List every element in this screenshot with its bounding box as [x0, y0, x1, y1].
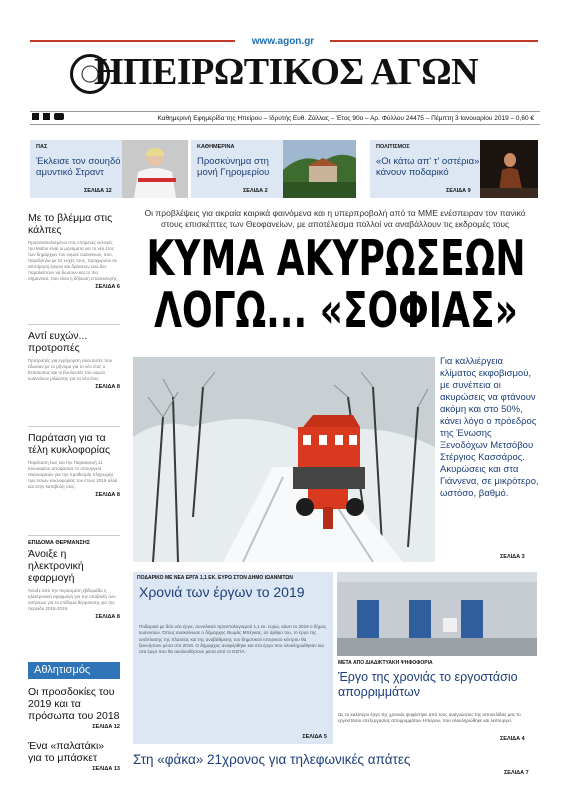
- site-url[interactable]: www.agon.gr: [251, 36, 315, 47]
- sidebar-page: ΣΕΛΙΔΑ 8: [95, 614, 120, 620]
- sports-headline: Οι προσδοκίες του 2019 και τα πρόσωπα του 2018: [28, 686, 120, 722]
- main-headline-line-1[interactable]: ΚΥΜΑ ΑΚΥΡΩΣΕΩΝ: [146, 231, 526, 287]
- main-side-text: Για καλλιέργεια κλίματος εκφοβισμού, με συνέπεια οι ακυρώσεις να φτάνουν ακόμη και στο 50%, κάνει λόγο ο πρόεδρος της Ένωσης Ξενοδόχων Μετσόβου Στέργιος Κασσάρος. Ακυρώσεις και στα Γιάννενα, σε μικρότερο, ωστόσο, βαθμό.: [440, 356, 539, 499]
- sidebar-divider: [28, 324, 120, 325]
- teaser-category: ΠΑΣ: [36, 144, 48, 150]
- teaser-page: ΣΕΛΙΔΑ 12: [84, 188, 112, 194]
- teaser-page: ΣΕΛΙΔΑ 9: [446, 188, 471, 194]
- projects-page: ΣΕΛΙΔΑ 5: [302, 734, 327, 740]
- teaser-category: ΠΟΛΙΤΙΣΜΟΣ: [376, 144, 410, 150]
- main-headline-line-2[interactable]: ΛΟΓΩ... «ΣΟΦΙΑΣ»: [154, 283, 518, 339]
- sports-page: ΣΕΛΙΔΑ 13: [92, 766, 120, 772]
- sidebar-body: Προτροπές για εγρήγορση είναι αυτές που έδωσαν με το μήνυμα για το νέο έτος ο Επίσκοπος και οι βουλευτές του νομού Ιωαννίνων μιλώντας για τα νέα έτος.: [28, 358, 113, 381]
- sidebar-divider: [28, 535, 120, 536]
- sidebar-page: ΣΕΛΙΔΑ 8: [95, 384, 120, 390]
- sidebar-page: ΣΕΛΙΔΑ 6: [95, 284, 120, 290]
- factory-page: ΣΕΛΙΔΑ 4: [500, 736, 525, 742]
- teaser-monastery-photo: [283, 140, 356, 198]
- teaser-football-player-photo: [122, 140, 188, 198]
- teaser-politismos[interactable]: [370, 140, 480, 198]
- lead-paragraph: Οι προβλέψεις για ακραία καιρικά φαινόμενα και η υπερπροβολή από τα ΜΜΕ ενέσπειραν τον πανικό στους επισκέπτες των Θεοφανείων, με αποτέλεσμα πολλοί να αναβάλλουν τις εκδρομές τους: [144, 208, 526, 229]
- teaser-page: ΣΕΛΙΔΑ 2: [243, 188, 268, 194]
- sports-item-basketball[interactable]: [28, 740, 120, 772]
- sidebar-headline: Με το βλέμμα στις κάλπες: [28, 212, 113, 236]
- social-icons[interactable]: [32, 113, 64, 122]
- youtube-icon[interactable]: [54, 113, 64, 120]
- teaser-text: Έκλεισε τον σουηδό αμυντικό Στραντ: [36, 156, 121, 178]
- main-page-ref: ΣΕΛΙΔΑ 3: [500, 554, 525, 560]
- sidebar-page: ΣΕΛΙΔΑ 8: [95, 492, 120, 498]
- factory-body: Ως το καλύτερο έργο της χρονιάς ψηφίστηκε από τους αναγνώστες της ιστοσελίδας μας το εργοστάσιο επεξεργασίας απορριμμάτων Ηπείρου, που ολοκληρώθηκε και λειτουργεί.: [338, 712, 521, 724]
- issue-info-bar: [30, 111, 540, 125]
- sidebar-headline: Άνοιξε η ηλεκτρονική εφαρμογή: [28, 548, 84, 584]
- newspaper-title: ΗΠΕΙΡΩΤΙΚΟΣ ΑΓΩΝ: [93, 51, 479, 93]
- sports-page: ΣΕΛΙΔΑ 12: [92, 724, 120, 730]
- sidebar-kicker: ΕΠΙΔΟΜΑ ΘΕΡΜΑΝΣΗΣ: [28, 540, 91, 546]
- facebook-icon[interactable]: [32, 113, 39, 120]
- sports-headline: Ένα «παλατάκι» για το μπάσκετ: [28, 740, 105, 764]
- sidebar-headline: Αντί ευχών... προτροπές: [28, 330, 88, 354]
- issue-info: Καθημερινή Εφημερίδα της Ηπείρου – Ιδρυτής Ευθ. Ζάλλας – Έτος 90ο – Αρ. Φύλλου 24475 – Πέμπτη 3 Ιανουαρίου 2019 – 0,60 €: [157, 114, 534, 122]
- sidebar-divider: [28, 426, 120, 427]
- sidebar-body: Προσανατολισμένοι στις επόμενες εκλογές του Μαΐου είναι οι μηνύματα για το νέο έτος των δημάρχων του νομού Ιωαννίνων, που, παράλληλα με τις ευχές τους, προχωρούν σε αποτίμηση έργων και δράσεων ενώ δεν παραλείπουν να δώσουν και το πιο σημαντικό, που είναι η δήλωση επανεκλογής.: [28, 240, 119, 281]
- bottom-page: ΣΕΛΙΔΑ 7: [504, 770, 529, 776]
- sports-section-label[interactable]: [28, 662, 120, 679]
- sports-item-expectations[interactable]: [28, 686, 120, 730]
- sidebar-item-elections[interactable]: [28, 212, 120, 290]
- snowplow-photo: [133, 357, 435, 562]
- top-rule-right: [330, 40, 538, 42]
- sidebar-body: Παράταση έως και την Παρασκευή 11 Ιανουαρίου αποφάσισε το υπουργείο Οικονομικών για την προθεσμία πληρωμής των τελών κυκλοφορίας του έτους 2019 αλλά και στην καταβολή τους.: [28, 460, 118, 489]
- sports-label: Αθλητισμός: [34, 664, 91, 676]
- factory-photo: [337, 572, 537, 656]
- teaser-text: Προσκύνημα στη μονή Γηρομερίου: [197, 156, 270, 178]
- sidebar-headline: Παράταση για τα τέλη κυκλοφορίας: [28, 432, 111, 456]
- twitter-icon[interactable]: [43, 113, 50, 120]
- sidebar-item-road-tax[interactable]: [28, 432, 120, 498]
- teaser-theater-photo: [480, 140, 538, 198]
- projects-body: Ποδαρικό με δύο νέα έργα, συνολικού προϋπολογισμού 1,1 εκ. ευρώ, κάνει το 2019 ο δήμος Ιωαννιτών. Όπως ανακοίνωσε ο δήμαρχος Θωμάς Μπέγκας, σε άρθρο του, το έργο της ανάπλασης της πλατείας και της αναβάθμισης του δημοτικού ιστορικού κέντρου θα ξεκινήσουν μέσα στο 2019. Ο δήμαρχος αναφέρθηκε και στα έργα που ολοκληρώθηκαν και στα έργα που θα ακολουθήσουν μέσα από το ΕΣΠΑ.: [139, 624, 327, 655]
- sidebar-item-wishes[interactable]: [28, 330, 120, 390]
- sidebar-item-heating[interactable]: [28, 540, 120, 620]
- bottom-headline[interactable]: Στη «φάκα» 21χρονος για τηλεφωνικές απάτες: [133, 752, 411, 767]
- factory-kicker: ΜΕΤΑ ΑΠΟ ΔΙΑΔΙΚΤΥΑΚΗ ΨΗΦΟΦΟΡΙΑ: [338, 660, 433, 666]
- projects-kicker: ΠΟΔΑΡΙΚΟ ΜΕ ΝΕΑ ΕΡΓΑ 1,1 ΕΚ. ΕΥΡΩ ΣΤΟΝ ΔΗΜΟ ΙΩΑΝΝΙΤΩΝ: [137, 575, 293, 581]
- teaser-text: «Οι κάτω απ' τ' οστέρια» κάνουν ποδαρικό: [376, 156, 480, 178]
- projects-headline: Χρονιά των έργων το 2019: [139, 584, 305, 600]
- teaser-category: ΚΑΘΗΜΕΡΙΝΑ: [197, 144, 235, 150]
- teaser-kathimerina[interactable]: [191, 140, 283, 198]
- teaser-pas[interactable]: [30, 140, 122, 198]
- factory-headline[interactable]: Έργο της χρονιάς το εργοστάσιο απορριμμάτων: [338, 670, 518, 699]
- projects-story[interactable]: [133, 572, 333, 744]
- sidebar-body: Άνοιξε από την περασμένη εβδομάδα η ηλεκτρονική εφαρμογή για την υποβολή των αιτήσεων για το επίδομα θέρμανσης για την περίοδο 2018-2019.: [28, 588, 116, 611]
